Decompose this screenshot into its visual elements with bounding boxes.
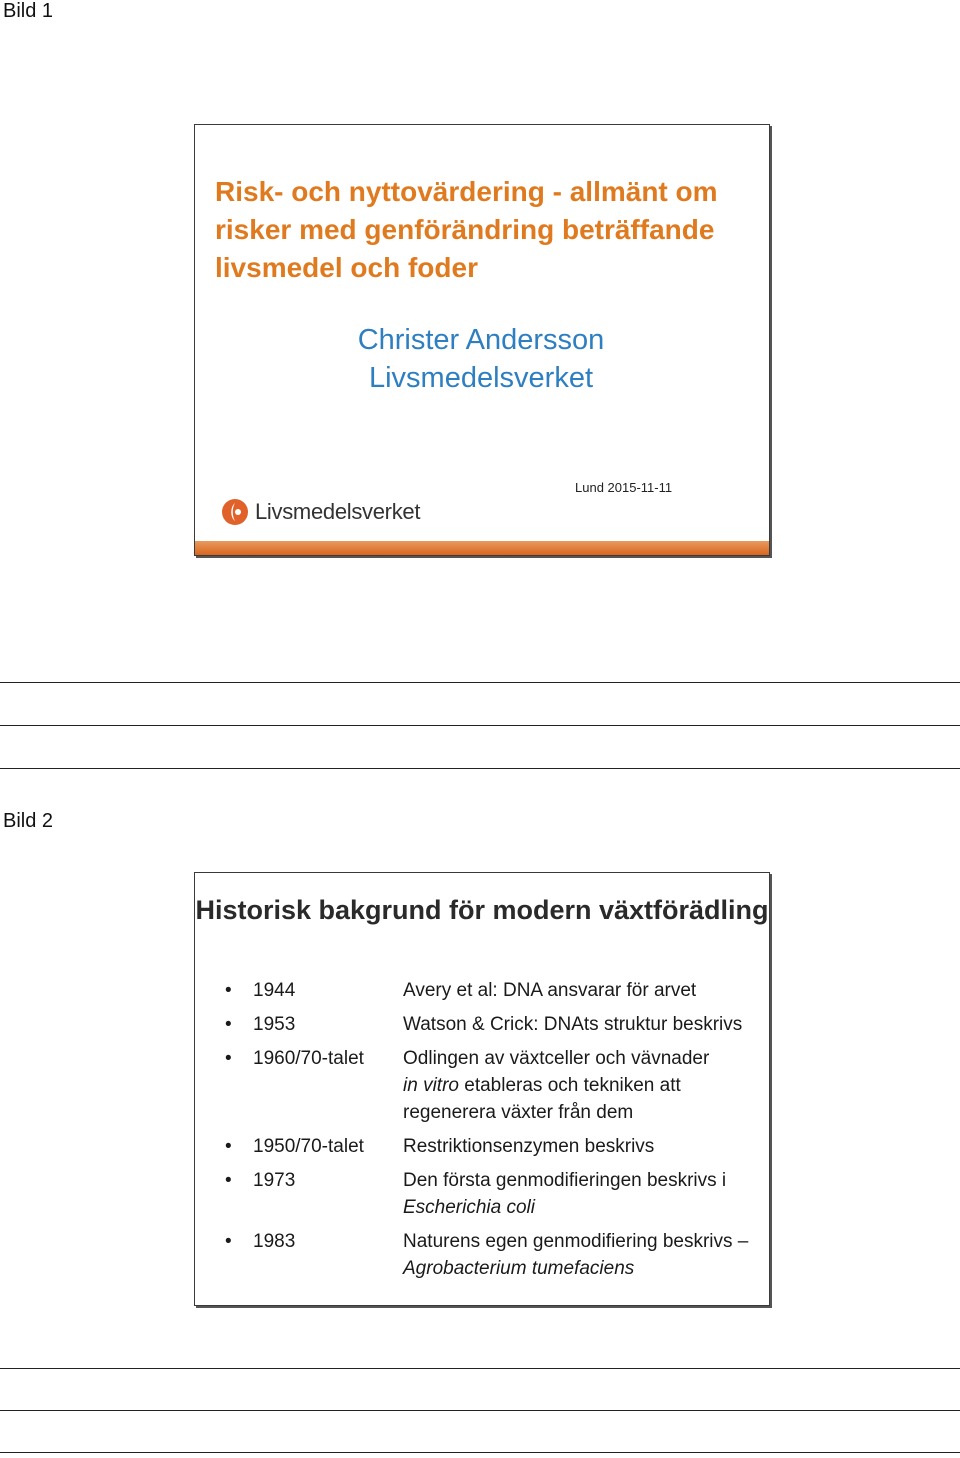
author-block xyxy=(195,321,767,397)
timeline-year: 1960/70-talet xyxy=(253,1048,364,1069)
timeline-year: 1973 xyxy=(253,1170,296,1191)
timeline-item xyxy=(225,977,765,1004)
note-line xyxy=(0,682,960,683)
bullet-icon: • xyxy=(225,1136,232,1157)
note-line xyxy=(0,725,960,726)
slide-1 xyxy=(194,124,770,556)
description-italic: Agrobacterium tumefaciens xyxy=(403,1258,635,1279)
description-italic: in vitro xyxy=(403,1075,459,1096)
timeline-description xyxy=(403,1228,765,1282)
logo-mark-icon xyxy=(221,498,249,526)
timeline-item xyxy=(225,1228,765,1282)
note-line xyxy=(0,1452,960,1453)
logo-text: Livsmedelsverket xyxy=(255,499,421,524)
timeline-description xyxy=(403,1045,765,1126)
note-line xyxy=(0,768,960,769)
timeline-year: 1953 xyxy=(253,1014,296,1035)
bullet-icon: • xyxy=(225,1231,232,1252)
timeline-description: Avery et al: DNA ansvarar för arvet xyxy=(403,980,697,1001)
slide-1-title: Risk- och nyttovärdering - allmänt om risker med genförändring beträffande livsmedel och foder xyxy=(215,176,718,283)
slide-footer-bar xyxy=(195,541,769,555)
bullet-icon: • xyxy=(225,1048,232,1069)
note-line xyxy=(0,1368,960,1369)
description-text: etableras och tekniken att regenerera växter från dem xyxy=(403,1075,681,1123)
description-text: Den första genmodifieringen beskrivs i xyxy=(403,1170,727,1191)
timeline-list xyxy=(225,977,765,1289)
timeline-description xyxy=(403,1167,765,1221)
timeline-item xyxy=(225,1167,765,1221)
author-organization: Livsmedelsverket xyxy=(368,362,594,394)
slide-2-label: Bild 2 xyxy=(3,810,54,832)
timeline-description: Watson & Crick: DNAts struktur beskrivs xyxy=(403,1014,743,1035)
slide-2-title: Historisk bakgrund för modern växtförädling xyxy=(195,895,769,925)
timeline-description: Restriktionsenzymen beskrivs xyxy=(403,1136,655,1157)
bullet-icon: • xyxy=(225,1170,232,1191)
timeline-year: 1950/70-talet xyxy=(253,1136,364,1157)
slide-2 xyxy=(194,872,770,1306)
timeline-item xyxy=(225,1011,765,1038)
timeline-year: 1983 xyxy=(253,1231,296,1252)
description-text: Odlingen av växtceller och vävnader xyxy=(403,1048,710,1069)
timeline-item xyxy=(225,1045,765,1126)
note-line xyxy=(0,1410,960,1411)
timeline-year: 1944 xyxy=(253,980,296,1001)
description-italic: Escherichia coli xyxy=(403,1197,535,1218)
slide-1-label: Bild 1 xyxy=(3,0,54,22)
livsmedelsverket-logo xyxy=(221,498,420,526)
bullet-icon: • xyxy=(225,1014,232,1035)
bullet-icon: • xyxy=(225,980,232,1001)
author-name: Christer Andersson xyxy=(357,324,605,356)
presentation-date: Lund 2015-11-11 xyxy=(575,480,673,495)
timeline-item xyxy=(225,1133,765,1160)
description-text: Naturens egen genmodifiering beskrivs – xyxy=(403,1231,749,1252)
